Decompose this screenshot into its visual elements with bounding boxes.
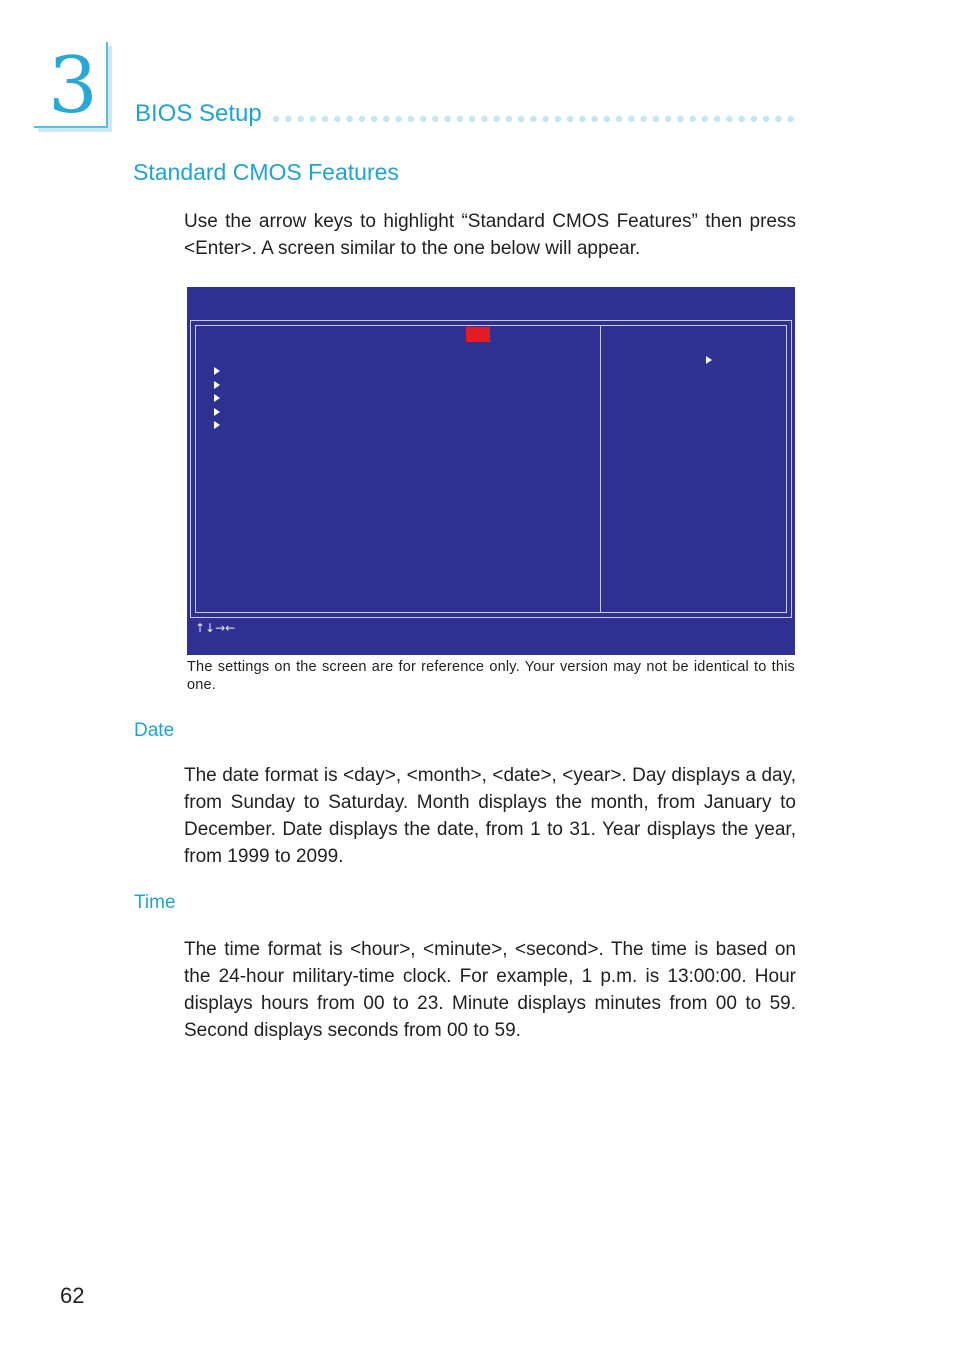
date-paragraph: The date format is <day>, <month>, <date>, <year>. Day displays a day, from Sunday to Saturday. Month displays the month, from January to December. Date displays the date, from 1 to 31. Year displays the year, from 1999 to 2099.: [184, 765, 796, 867]
page-title: Standard CMOS Features: [133, 159, 399, 185]
bios-navigation-keys: ↑↓→←: [195, 621, 236, 635]
bios-submenu-pointer-icon: [214, 408, 220, 416]
date-heading: Date: [134, 720, 175, 741]
time-paragraph: The time format is <hour>, <minute>, <second>. The time is based on the 24-hour military-time clock. For example, 1 p.m. is 13:00:00. Hour displays hours from 00 to 23. Minute displays minutes from 00 to 59. Second displays seconds from 00 to 59.: [184, 939, 796, 1041]
chapter-number: 3: [48, 41, 98, 131]
time-heading: Time: [134, 892, 176, 913]
bios-screen-illustration: [187, 287, 795, 655]
chapter-title: BIOS Setup: [135, 100, 262, 127]
bios-submenu-pointer-icon: [214, 367, 220, 375]
figure-caption: The settings on the screen are for reference only. Your version may not be identical to this one.: [187, 659, 795, 693]
bios-help-pointer-icon: [706, 356, 712, 364]
chapter-title-dotted-rule: [270, 114, 800, 124]
bios-submenu-pointer-icon: [214, 381, 220, 389]
bios-selected-item-highlight: [466, 327, 490, 342]
page-number: 62: [60, 1283, 85, 1308]
bios-help-panel-divider: [600, 325, 601, 613]
bios-inner-frame: [195, 325, 787, 613]
intro-paragraph: Use the arrow keys to highlight “Standard CMOS Features” then press <Enter>. A screen similar to the one below will appear.: [184, 211, 796, 259]
bios-submenu-pointer-icon: [214, 394, 220, 402]
bios-submenu-pointer-icon: [214, 421, 220, 429]
